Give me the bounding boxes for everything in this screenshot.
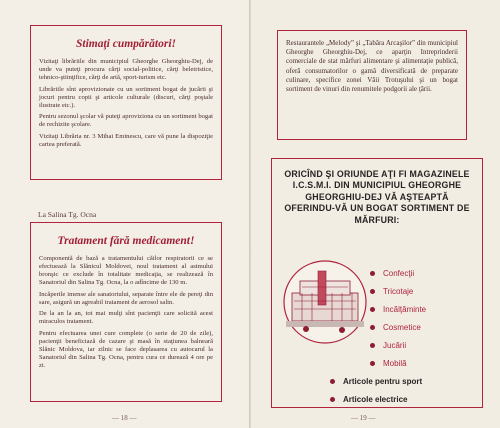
- list-item: Jucării: [370, 336, 495, 354]
- page-number: — 18 —: [112, 414, 137, 422]
- page-number: — 19 —: [351, 414, 376, 422]
- department-store-illustration: [282, 259, 368, 345]
- restaurants-paragraph: Restaurantele „Melody” şi „Tabăra Arcaşilor” din municipiul Gheorghe Gheorghiu-Dej, ce aparţin Intreprinderii comerciale de stat mărfuri alimentare şi alimentaţie publică, oferă consumatorilor o gamă diversificată de preparate culinare, specifice zonei Văii Trotuşului şi un bogat sortiment de vinuri din renumitele podgorii ale ţării.: [286, 39, 458, 94]
- bullet-icon: [370, 307, 375, 312]
- list-item: Cosmetice: [370, 318, 495, 336]
- location-label: La Salina Tg. Ocna: [38, 210, 97, 219]
- salt-mine-ad-box: [30, 222, 222, 402]
- bullet-icon: [370, 289, 375, 294]
- salt-mine-paragraph: Pentru efectuarea unei cure complete (o serie de 20 de zile), pacienţii beneficiază de cazare şi masă în staţiunea balneară Slănic Moldova, iar zilnic se face deplasarea cu autocarul la Sanatoriul din Salina Tg. Ocna, pentru cura ce durează 4 ore pe zi.: [39, 330, 213, 369]
- list-item: Tricotaje: [370, 282, 495, 300]
- list-item: Articole pentru sport: [330, 372, 455, 390]
- stores-heading: ORICÎND ŞI ORIUNDE AŢI FI MAGAZINELE I.C.S.M.I. DIN MUNICIPIUL GHEORGHE GHEORGHIU-DEJ VĂ AŞTEAPTĂ OFERINDU-VĂ UN BOGAT SORTIMENT DE MĂRFURI:: [284, 169, 470, 225]
- salt-mine-paragraph: Componentă de bază a tratamentului căilor respiratorii ce se efectuează la Slănicul Moldovei, noul tratament al astmului bronşic ce exclude în totalitate medicaţia, se realizează în Sanatoriul din Salina Tg. Ocna, la o adîncime de 130 m.: [39, 255, 213, 286]
- bullet-icon: [370, 325, 375, 330]
- bullet-icon: [330, 379, 335, 384]
- bullet-icon: [370, 271, 375, 276]
- bookstores-title: Stimaţi cumpărători!: [75, 38, 176, 50]
- bookstores-paragraph: Vizitaţi librăriile din municipiul Gheorghe Gheorghiu-Dej, de unde va puteţi procura cărţi social-politice, cărţi beletristice, tehnico-ştiinţifice, cărţi de artă, sport-turism etc.: [39, 58, 213, 81]
- bookstores-paragraph: Vizitaţi Librăria nr. 3 Mihai Eminescu, care vă pune la dispoziţie cartea preferată.: [39, 133, 213, 149]
- bookstores-paragraph: Librăriile sînt aprovizionate cu un sortiment bogat de jucării şi jocuri pentru copii şi articole culturale (discuri, cărţi poştale ilustrate etc.).: [39, 85, 213, 109]
- bullet-icon: [370, 343, 375, 348]
- salt-mine-title: Tratament fără medicament!: [57, 235, 195, 247]
- bookstores-paragraph: Pentru sezonul şcolar vă puteţi aproviziona cu un sortiment bogat de rechizite şcolare.: [39, 113, 213, 129]
- right-page: [251, 0, 500, 428]
- list-item: Confecţii: [370, 264, 495, 282]
- salt-mine-paragraph: De la an la an, tot mai mulţi sînt pacienţii care solicită acest miraculos tratament.: [39, 310, 213, 326]
- bookstores-ad-box: [30, 25, 222, 180]
- bullet-icon: [330, 397, 335, 402]
- list-item: Articole electrice: [330, 390, 455, 408]
- restaurants-ad-box: [277, 30, 467, 140]
- stores-ad-box: [271, 158, 483, 408]
- list-item: Mobilă: [370, 354, 495, 372]
- list-item: Incălţăminte: [370, 300, 495, 318]
- salt-mine-paragraph: Incăperile imense ale sanatoriului, separate între ele de pereţi din sare, asigură un agreabil tratament de aerosol salin.: [39, 290, 213, 306]
- product-list: [343, 264, 495, 408]
- bullet-icon: [370, 361, 375, 366]
